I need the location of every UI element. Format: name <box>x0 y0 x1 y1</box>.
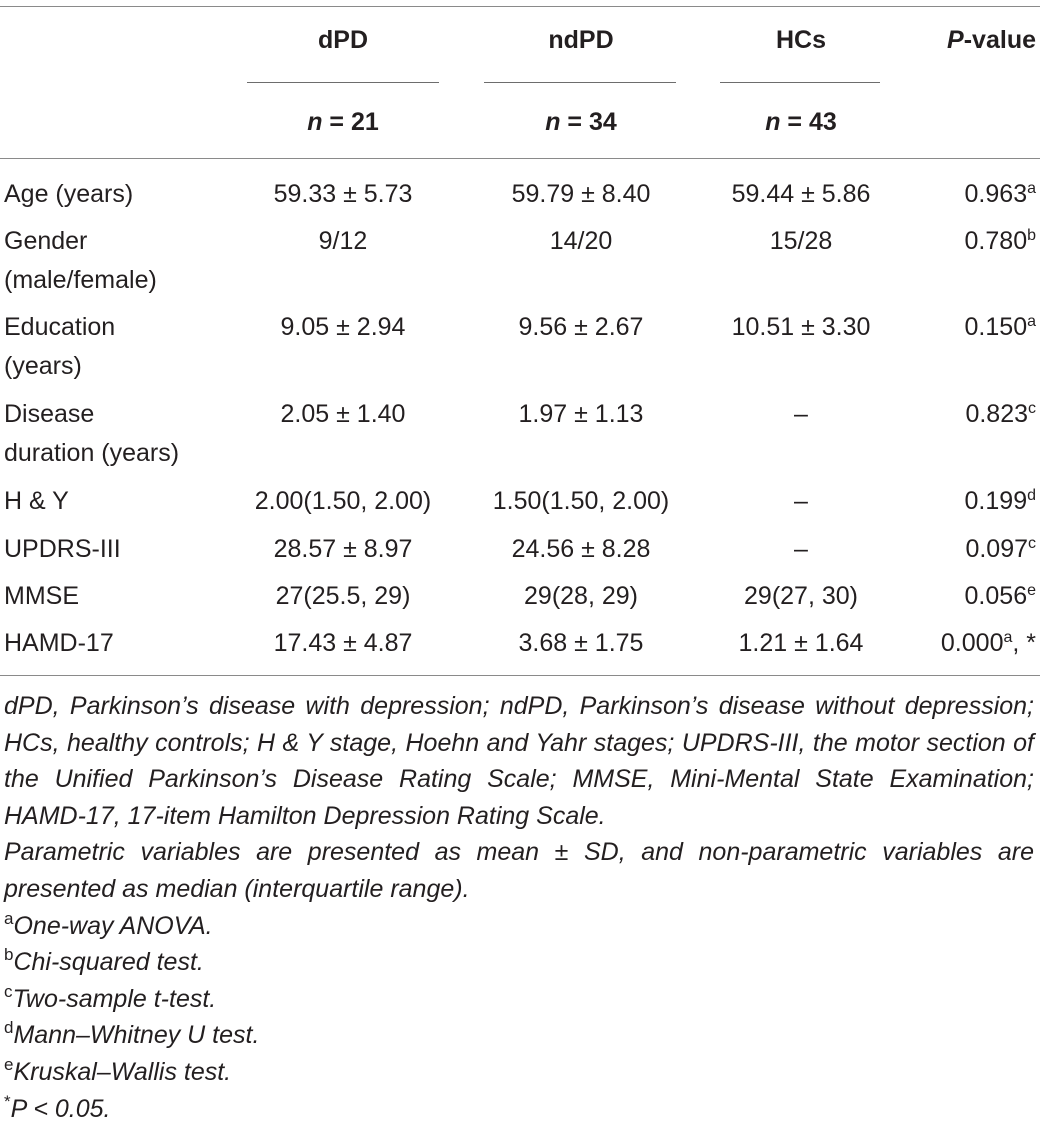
n-symbol: n <box>765 108 781 136</box>
p-footnote-mark: b <box>1027 227 1036 244</box>
p-footnote-mark: e <box>1027 582 1036 599</box>
header-underline-hcs <box>720 82 880 83</box>
footnote <box>4 908 1034 945</box>
cell-hcs: 1.21 ± 1.64 <box>738 629 864 657</box>
cell-dpd: 9.05 ± 2.94 <box>280 313 406 341</box>
p-footnote-mark: c <box>1028 535 1036 552</box>
cell-p-value <box>900 578 1036 615</box>
cell-dpd: 28.57 ± 8.97 <box>273 535 413 563</box>
p-value: 0.000 <box>940 629 1004 657</box>
cell-dpd: 2.00(1.50, 2.00) <box>254 487 432 515</box>
footnote-text: Chi-squared test. <box>13 948 204 977</box>
footnote <box>4 1091 1034 1128</box>
cell-ndpd: 1.50(1.50, 2.00) <box>492 487 670 515</box>
cell-hcs: 59.44 ± 5.86 <box>731 180 871 208</box>
header-ndpd: ndPD <box>548 26 614 54</box>
cell-dpd: 9/12 <box>318 227 368 255</box>
significance-mark: , * <box>1012 629 1036 657</box>
cell-p-value <box>900 625 1036 662</box>
parametric-note: Parametric variables are presented as mean ± SD, and non-parametric variables are presented as median (interquartile range). <box>4 838 1034 903</box>
row-label: UPDRS-III <box>4 535 121 563</box>
cell-ndpd: 3.68 ± 1.75 <box>518 629 644 657</box>
header-p-letter: P <box>947 26 964 54</box>
cell-ndpd: 9.56 ± 2.67 <box>518 313 644 341</box>
p-footnote-mark: a <box>1027 180 1036 197</box>
cell-p-value <box>900 176 1036 213</box>
footnote-mark: * <box>4 1091 11 1111</box>
cell-dpd: 27(25.5, 29) <box>275 582 411 610</box>
p-value: 0.056 <box>964 582 1028 610</box>
p-footnote-mark: d <box>1027 487 1036 504</box>
p-value: 0.780 <box>964 227 1028 255</box>
cell-p-value <box>900 396 1036 433</box>
row-label-line2: (years) <box>4 352 82 380</box>
footnote <box>4 1017 1034 1054</box>
footnote-text: Mann–Whitney U test. <box>13 1021 260 1050</box>
cell-p-value <box>900 483 1036 520</box>
n-dpd <box>240 108 446 137</box>
p-footnote-mark: a <box>1003 629 1013 646</box>
row-label: Gender <box>4 227 88 255</box>
p-value: 0.823 <box>965 400 1028 428</box>
p-footnote-mark: c <box>1028 400 1036 417</box>
n-symbol: n <box>545 108 561 136</box>
row-label: MMSE <box>4 582 79 610</box>
cell-dpd: 2.05 ± 1.40 <box>280 400 406 428</box>
cell-ndpd: 29(28, 29) <box>524 582 638 610</box>
cell-ndpd: 59.79 ± 8.40 <box>511 180 651 208</box>
header-underline-dpd <box>247 82 439 83</box>
row-label: Disease <box>4 400 95 428</box>
p-value: 0.963 <box>964 180 1028 208</box>
table-header-rule <box>0 158 1040 159</box>
footnote-text: Two-sample t-test. <box>12 984 217 1013</box>
cell-ndpd: 14/20 <box>549 227 613 255</box>
footnote-text: P < 0.05. <box>10 1094 111 1123</box>
cell-p-value <box>900 531 1036 568</box>
n-hcs <box>712 108 890 137</box>
cell-p-value <box>900 309 1036 346</box>
row-label-line2: (male/female) <box>4 266 157 294</box>
row-label: Age (years) <box>4 180 134 208</box>
footnote <box>4 981 1034 1018</box>
cell-hcs: 15/28 <box>769 227 833 255</box>
row-label: H & Y <box>4 487 69 515</box>
header-dpd: dPD <box>318 26 368 54</box>
table-notes <box>4 688 1034 1127</box>
table-bottom-rule <box>0 675 1040 676</box>
p-value: 0.150 <box>964 313 1028 341</box>
row-label: HAMD-17 <box>4 629 114 657</box>
p-value: 0.199 <box>964 487 1028 515</box>
footnote-mark: b <box>4 945 14 965</box>
footnote-mark: e <box>4 1054 14 1074</box>
cell-hcs: – <box>794 400 808 428</box>
header-p-rest: -value <box>963 26 1036 54</box>
abbreviations-note: dPD, Parkinson’s disease with depression; ndPD, Parkinson’s disease without depression; HCs, healthy controls; H & Y stage, Hoehn and Yahr stages; UPDRS-III, the motor section of the Unified Parkinson’s Disease Rating Scale; MMSE, Mini-Mental State Examination; HAMD-17, 17-item Hamilton Depression Rating Scale. <box>4 692 1034 830</box>
n-value: = 43 <box>780 108 837 136</box>
footnote <box>4 1054 1034 1091</box>
footnote-text: Kruskal–Wallis test. <box>13 1057 232 1086</box>
cell-hcs: – <box>794 535 808 563</box>
cell-ndpd: 24.56 ± 8.28 <box>511 535 651 563</box>
cell-p-value <box>900 223 1036 260</box>
cell-ndpd: 1.97 ± 1.13 <box>518 400 644 428</box>
cell-hcs: – <box>794 487 808 515</box>
footnote-mark: c <box>4 981 13 1001</box>
n-symbol: n <box>307 108 323 136</box>
n-ndpd <box>478 108 684 137</box>
cell-dpd: 59.33 ± 5.73 <box>273 180 413 208</box>
header-p-value <box>900 26 1036 55</box>
footnote-mark: a <box>4 908 14 928</box>
footnote-mark: d <box>4 1018 14 1038</box>
row-label: Education <box>4 313 116 341</box>
footnote <box>4 944 1034 981</box>
row-label-line2: duration (years) <box>4 439 180 467</box>
cell-dpd: 17.43 ± 4.87 <box>273 629 413 657</box>
cell-hcs: 10.51 ± 3.30 <box>731 313 871 341</box>
header-hcs: HCs <box>775 26 826 54</box>
cell-hcs: 29(27, 30) <box>744 582 858 610</box>
n-value: = 21 <box>322 108 379 136</box>
p-value: 0.097 <box>965 535 1028 563</box>
p-footnote-mark: a <box>1027 313 1036 330</box>
n-value: = 34 <box>560 108 617 136</box>
header-underline-ndpd <box>484 82 676 83</box>
footnote-text: One-way ANOVA. <box>13 911 213 940</box>
table-top-rule <box>0 6 1040 7</box>
